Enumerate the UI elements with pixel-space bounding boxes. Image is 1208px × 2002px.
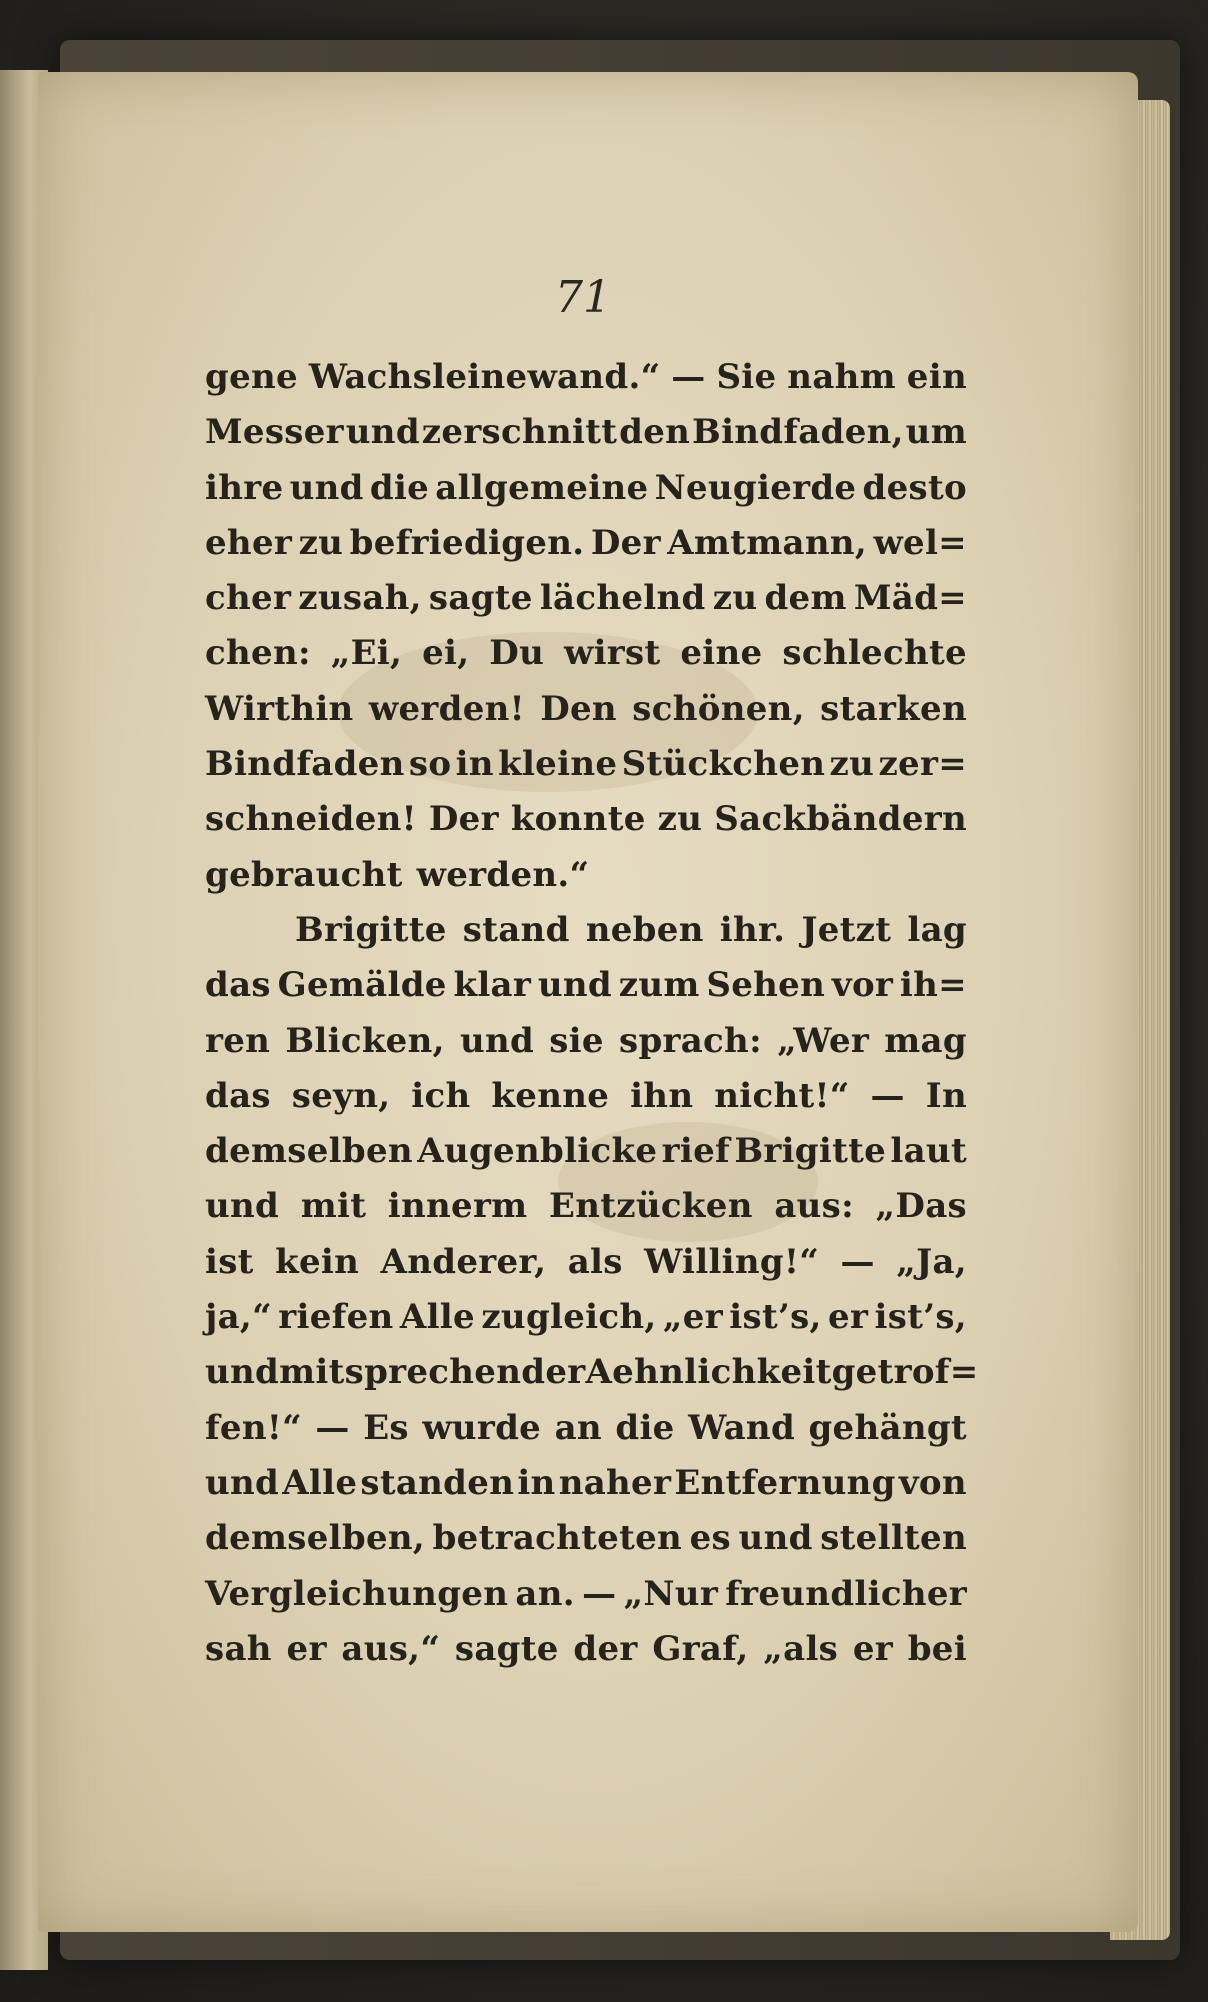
word: allgemeine [435, 467, 649, 508]
word: Der [428, 799, 499, 840]
word: zugleich, [481, 1297, 657, 1338]
word: zusah, [298, 578, 422, 619]
word: „Ja, [896, 1241, 967, 1282]
word: „als [763, 1628, 839, 1669]
word: ihn [630, 1075, 694, 1116]
word: wirst [564, 633, 661, 674]
word: mag [884, 1020, 967, 1061]
word: gebraucht [205, 854, 403, 895]
word: und [459, 1020, 535, 1061]
word: zu [657, 799, 703, 840]
word: — [582, 1573, 617, 1614]
word: zer= [878, 744, 967, 785]
word: in [517, 1462, 556, 1503]
word: er [286, 1628, 327, 1669]
word: gene [205, 357, 298, 397]
text-line [205, 461, 967, 516]
text-line [205, 848, 967, 903]
word: der [573, 1628, 638, 1669]
body-text [205, 350, 979, 1677]
word: starken [820, 688, 967, 729]
word: — [671, 357, 706, 397]
word: Bindfaden, [692, 412, 904, 453]
word: rief [661, 1131, 730, 1172]
word: und [205, 1352, 280, 1393]
word: Brigitte [295, 909, 447, 950]
word: zerschnitt [421, 412, 618, 453]
text-line [205, 1345, 979, 1400]
word: Es [363, 1407, 409, 1448]
word: wurde [422, 1407, 542, 1448]
text-line [205, 1179, 967, 1234]
word: ja,“ [205, 1297, 272, 1338]
word: mit [300, 1186, 367, 1227]
word: Den [540, 688, 617, 729]
word: bei [907, 1628, 967, 1669]
word: die [369, 467, 430, 508]
word: „Nur [623, 1573, 719, 1614]
word: Anderer, [380, 1241, 547, 1282]
word: ei, [422, 633, 470, 674]
word: demselben [205, 1131, 413, 1172]
word: Aehnlichkeit [585, 1352, 832, 1393]
word: eine [680, 633, 763, 674]
word: gehängt [808, 1407, 967, 1448]
word: um [905, 412, 967, 453]
word: die [615, 1407, 675, 1448]
text-line [205, 1124, 967, 1179]
word: fen!“ [205, 1407, 302, 1448]
word: in [455, 744, 494, 785]
word: schlechte [782, 633, 967, 674]
word: dem [764, 578, 847, 619]
word: — [840, 1241, 875, 1282]
text-line [205, 626, 967, 681]
word: „Das [875, 1186, 967, 1227]
text-line [205, 1622, 967, 1677]
page-number: 71 [555, 272, 611, 323]
word: Wand [688, 1407, 796, 1448]
word: zum [618, 965, 700, 1006]
text-line [205, 516, 967, 571]
text-line [205, 1567, 967, 1622]
word: In [925, 1075, 967, 1116]
word: sprechender [344, 1352, 586, 1393]
word: Messer [205, 412, 344, 453]
word: Amtmann, [667, 522, 867, 563]
word: Alle [399, 1297, 475, 1338]
text-line [205, 958, 967, 1013]
word: und [205, 1462, 280, 1503]
word: Neugierde [654, 467, 857, 508]
word: zu [829, 744, 875, 785]
word: sah [205, 1628, 272, 1669]
word: als [567, 1241, 623, 1282]
word: ist’s, [874, 1297, 967, 1338]
word: aus: [774, 1186, 854, 1227]
word: Wachsleinewand.“ [308, 357, 661, 397]
word: an [554, 1407, 602, 1448]
word: riefen [278, 1297, 394, 1338]
text-line [205, 903, 967, 958]
word: stand [462, 909, 570, 950]
word: werden.“ [416, 854, 590, 895]
word: Blicken, [285, 1020, 445, 1061]
word: Brigitte [734, 1131, 887, 1172]
word: von [898, 1462, 967, 1503]
word: sprach: [619, 1020, 762, 1061]
word: neben [585, 909, 704, 950]
word: es [689, 1518, 731, 1559]
word: ihre [205, 467, 284, 508]
word: an. [515, 1573, 575, 1614]
word: Sie [716, 357, 777, 397]
word: kleine [498, 744, 618, 785]
word: chen: [205, 633, 311, 674]
text-line [205, 350, 967, 405]
word: innerm [387, 1186, 528, 1227]
word: ist’s, [729, 1297, 822, 1338]
word: lächelnd [539, 578, 706, 619]
text-line [205, 1014, 967, 1069]
word: freundlicher [725, 1573, 967, 1614]
word: — [315, 1407, 350, 1448]
word: Bindfaden [205, 744, 405, 785]
word: ein [906, 357, 967, 397]
word: demselben, [205, 1518, 426, 1559]
word: Mäd= [853, 578, 967, 619]
word: eher [205, 522, 293, 563]
word: naher [558, 1462, 672, 1503]
word: und [345, 412, 420, 453]
word: befriedigen. [349, 522, 585, 563]
word: wel= [873, 522, 967, 563]
word: desto [862, 467, 967, 508]
word: so [408, 744, 452, 785]
word: Du [489, 633, 545, 674]
word: mit [279, 1352, 345, 1393]
word: er [852, 1628, 894, 1669]
word: ich [411, 1075, 471, 1116]
word: werden! [368, 688, 525, 729]
word: kenne [491, 1075, 610, 1116]
word: Der [590, 522, 661, 563]
word: lag [907, 909, 967, 950]
text-line [205, 1290, 967, 1345]
word: kein [275, 1241, 360, 1282]
text-line [205, 1235, 967, 1290]
text-line [205, 1069, 967, 1124]
word: Graf, [652, 1628, 749, 1669]
word: — [870, 1075, 905, 1116]
word: betrachteten [432, 1518, 683, 1559]
word: sie [549, 1020, 604, 1061]
word: sagte [454, 1628, 559, 1669]
word: klar [453, 965, 532, 1006]
word: er [828, 1297, 869, 1338]
word: ih= [899, 965, 967, 1006]
word: Alle [282, 1462, 358, 1503]
word: seyn, [291, 1075, 391, 1116]
word: konnte [510, 799, 646, 840]
word: „Ei, [330, 633, 403, 674]
word: Sackbändern [714, 799, 967, 840]
word: Vergleichungen [205, 1573, 509, 1614]
word: Sehen [706, 965, 826, 1006]
word: ihr. [719, 909, 786, 950]
word: schönen, [632, 688, 805, 729]
word: Gemälde [277, 965, 447, 1006]
word: stellten [820, 1518, 967, 1559]
word: Entfernung [674, 1462, 896, 1503]
word: und [289, 467, 364, 508]
word: laut [890, 1131, 967, 1172]
text-line [205, 1456, 967, 1511]
text-line [205, 792, 967, 847]
text-line [205, 571, 967, 626]
word: „Wer [777, 1020, 870, 1061]
word: das [205, 1075, 271, 1116]
word: und [205, 1186, 280, 1227]
word: „er [662, 1297, 723, 1338]
word: und [738, 1518, 813, 1559]
word: zu [298, 522, 344, 563]
word: schneiden! [205, 799, 417, 840]
text-line [205, 1511, 967, 1566]
word: nahm [787, 357, 896, 397]
text-line [205, 405, 967, 460]
word: Jetzt [801, 909, 892, 950]
word: und [537, 965, 612, 1006]
word: sagte [428, 578, 533, 619]
word: getrof= [831, 1352, 979, 1393]
word: cher [205, 578, 292, 619]
word: Augenblicke [417, 1131, 658, 1172]
word: den [619, 412, 691, 453]
text-line [205, 1401, 967, 1456]
word: aus,“ [341, 1628, 441, 1669]
word: ren [205, 1020, 271, 1061]
word: nicht!“ [714, 1075, 850, 1116]
word: Stückchen [621, 744, 826, 785]
word: vor [831, 965, 894, 1006]
word: Willing!“ [644, 1241, 820, 1282]
word: zu [712, 578, 758, 619]
text-line [205, 682, 967, 737]
word: das [205, 965, 271, 1006]
text-line [205, 737, 967, 792]
word: ist [205, 1241, 254, 1282]
word: Entzücken [549, 1186, 753, 1227]
word: Wirthin [205, 688, 354, 729]
word: standen [360, 1462, 515, 1503]
